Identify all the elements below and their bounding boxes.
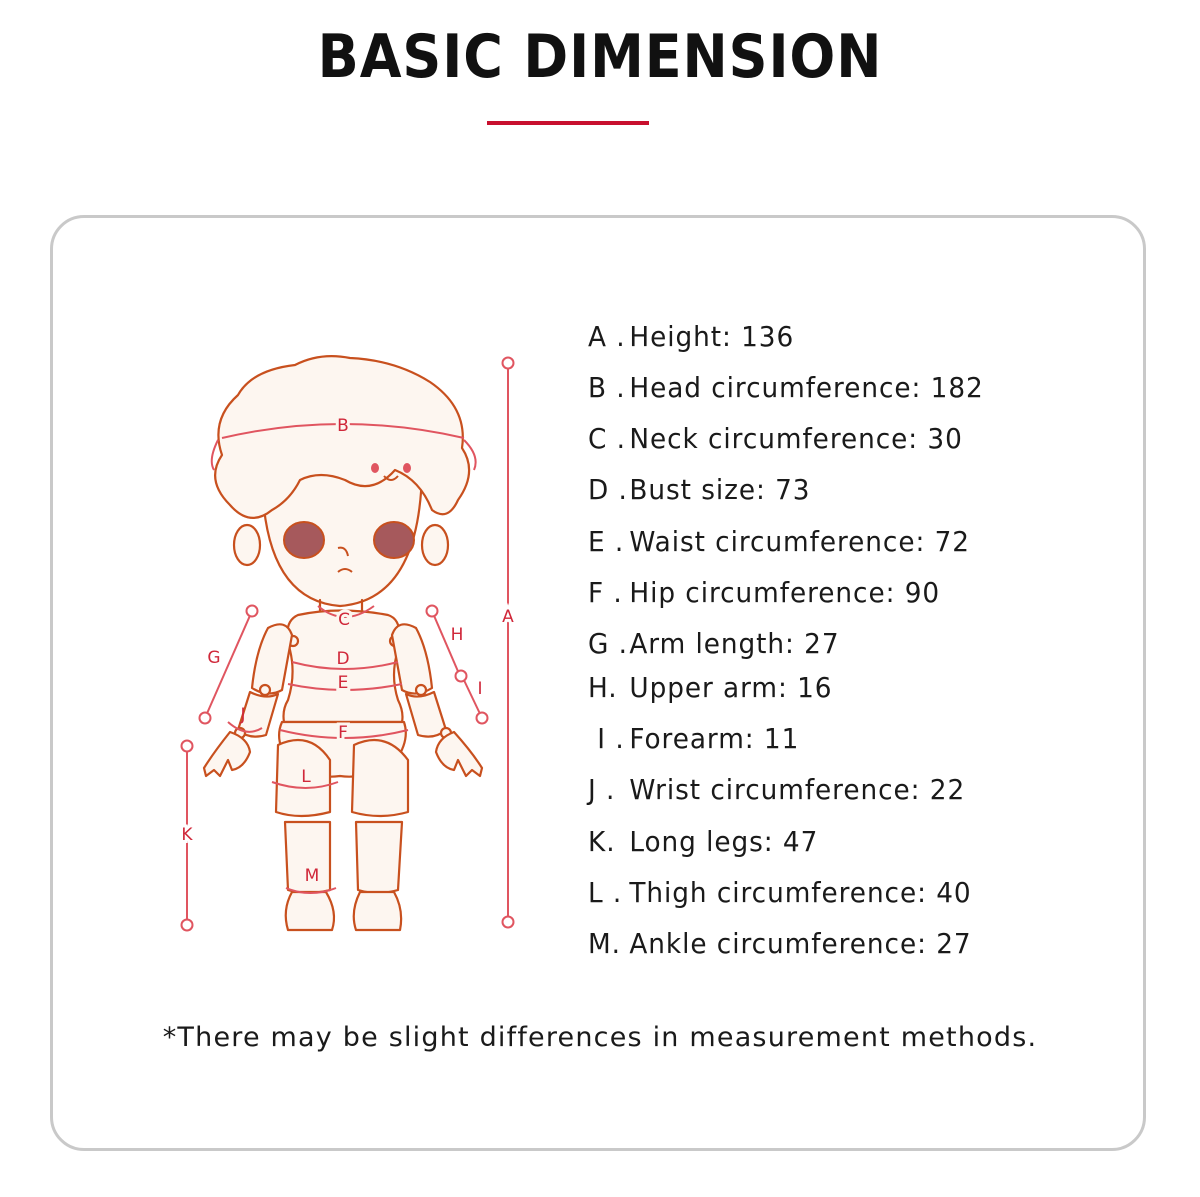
right-forearm (406, 692, 446, 737)
right-hand (436, 732, 482, 776)
spec-text: Thigh circumference: 40 (629, 876, 972, 909)
spec-key: B . (588, 371, 626, 404)
label-h: H (450, 625, 464, 645)
spec-thigh-circumference (588, 876, 972, 909)
spec-key: L . (588, 876, 623, 909)
spec-key: A . (588, 320, 626, 353)
spec-head-circumference (588, 371, 984, 404)
spec-long-legs (588, 825, 818, 858)
spec-key: E . (588, 525, 625, 558)
spec-bust-size (588, 473, 810, 506)
spec-forearm (588, 722, 799, 755)
spec-text: Height: 136 (629, 320, 795, 353)
spec-wrist-circumference (588, 773, 965, 806)
spec-text: Neck circumference: 30 (629, 422, 963, 455)
spec-upper-arm (588, 671, 833, 704)
label-c: C (338, 610, 350, 630)
spec-text: Long legs: 47 (629, 825, 819, 858)
label-a: A (502, 607, 514, 627)
page-title: BASIC DIMENSION (317, 22, 883, 92)
right-eye (374, 522, 414, 558)
spec-key: D . (588, 473, 628, 506)
right-shin (356, 822, 402, 893)
left-ear (234, 525, 260, 565)
spec-text: Bust size: 73 (629, 473, 811, 506)
spec-ankle-circumference (588, 927, 972, 960)
spec-key: J . (588, 773, 616, 806)
spec-arm-length (588, 627, 840, 660)
spec-text: Head circumference: 182 (629, 371, 984, 404)
spec-key: M. (588, 927, 621, 960)
right-thigh (352, 740, 408, 816)
spec-key: C . (588, 422, 626, 455)
label-j: J (240, 705, 246, 725)
label-d: D (336, 649, 350, 669)
spec-text: Ankle circumference: 27 (629, 927, 972, 960)
label-e: E (337, 673, 349, 693)
label-m: M (304, 866, 320, 886)
spec-text: Arm length: 27 (629, 627, 840, 660)
right-foot (354, 892, 401, 930)
label-i: I (477, 679, 483, 699)
spec-neck-circumference (588, 422, 963, 455)
left-hand (204, 732, 250, 776)
spec-key: F . (588, 576, 623, 609)
spec-text: Forearm: 11 (629, 722, 800, 755)
right-upper-arm (392, 624, 432, 693)
spec-key: I . (588, 722, 625, 755)
label-g: G (207, 648, 221, 668)
label-f: F (338, 723, 348, 743)
spec-text: Upper arm: 16 (629, 671, 833, 704)
right-ear (422, 525, 448, 565)
label-l: L (301, 767, 311, 787)
spec-text: Hip circumference: 90 (629, 576, 941, 609)
spec-text: Waist circumference: 72 (629, 525, 970, 558)
measurement-note: *There may be slight differences in measurement methods. (162, 1022, 1038, 1053)
spec-key: H. (588, 671, 618, 704)
doll-figure (204, 356, 482, 930)
spec-key: G . (588, 627, 628, 660)
spec-text: Wrist circumference: 22 (629, 773, 966, 806)
label-b: B (337, 416, 349, 436)
spec-key: K. (588, 825, 616, 858)
left-eye (284, 522, 324, 558)
label-k: K (181, 825, 193, 845)
spec-waist-circumference (588, 525, 970, 558)
left-upper-arm (252, 624, 292, 693)
spec-hip-circumference (588, 576, 940, 609)
spec-height (588, 320, 794, 353)
left-foot (286, 892, 334, 930)
